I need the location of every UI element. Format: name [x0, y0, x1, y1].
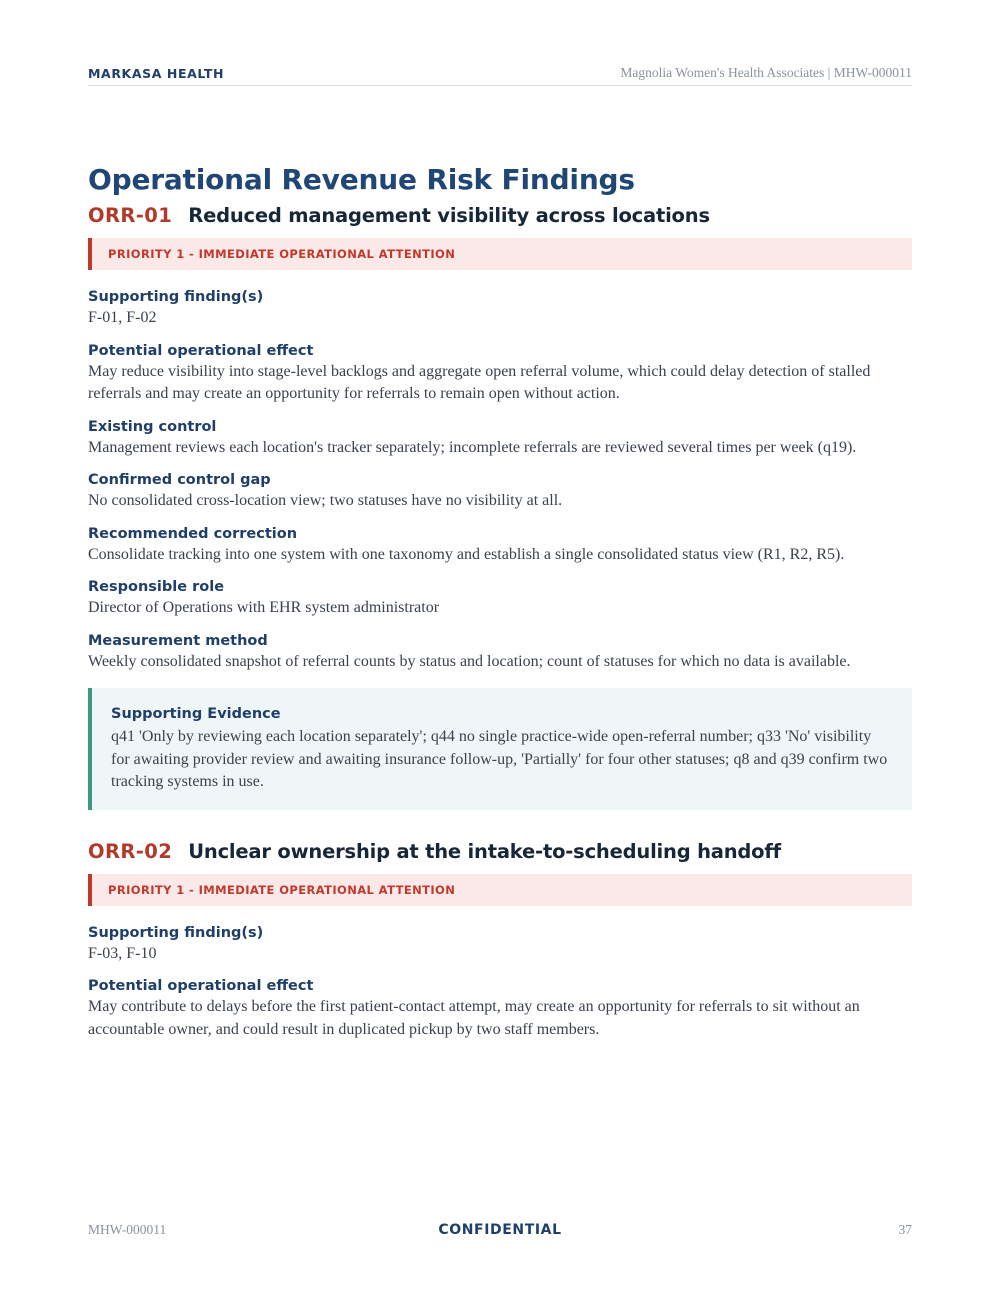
field-label: Responsible role: [88, 579, 225, 595]
finding-section: [88, 204, 912, 810]
field-value: May reduce visibility into stage-level backlogs and aggregate open referral volume, which could delay detection of stalled referrals and may create an opportunity for referrals to remain open without action.: [88, 362, 871, 402]
finding-title: Reduced management visibility across locations: [188, 204, 710, 227]
field-supporting-findings: [88, 287, 912, 330]
field-supporting-findings: [88, 923, 912, 966]
field-operational-effect: [88, 341, 912, 406]
page-number: 37: [898, 1222, 912, 1237]
confidential-label: CONFIDENTIAL: [438, 1222, 562, 1238]
field-label: Measurement method: [88, 632, 268, 649]
finding-id: ORR-01: [88, 204, 173, 227]
field-responsible-role: [88, 577, 912, 620]
field-label: Recommended correction: [88, 525, 298, 542]
field-control-gap: [88, 470, 912, 513]
page-header: [88, 64, 912, 86]
field-recommended-correction: [88, 524, 912, 567]
field-value: F-01, F-02: [88, 309, 157, 326]
main-content: [88, 163, 912, 1052]
field-label: Supporting finding(s): [88, 924, 264, 941]
priority-banner: PRIORITY 1 - IMMEDIATE OPERATIONAL ATTENTION: [88, 238, 912, 270]
field-label: Potential operational effect: [88, 342, 314, 359]
field-value: F-03, F-10: [88, 944, 157, 962]
page-title: Operational Revenue Risk Findings: [88, 163, 635, 196]
finding-id: ORR-02: [88, 839, 173, 863]
supporting-evidence-box: [88, 688, 912, 810]
evidence-label: Supporting Evidence: [111, 706, 281, 722]
field-value: Consolidate tracking into one system with one taxonomy and establish a single consolidated status view (R1, R2, R5).: [88, 545, 845, 563]
field-operational-effect: [88, 976, 912, 1041]
field-label: Existing control: [88, 418, 217, 435]
document-reference: Magnolia Women's Health Associates | MHW-000011: [620, 65, 912, 80]
footer-document-id: MHW-000011: [88, 1222, 167, 1237]
finding-title: Unclear ownership at the intake-to-scheduling handoff: [188, 839, 781, 863]
field-label: Supporting finding(s): [88, 289, 264, 305]
page-footer: [88, 1220, 912, 1240]
field-value: May contribute to delays before the first patient-contact attempt, may create an opportunity for referrals to sit without an accountable owner, and could result in duplicated pickup by two staff members.: [88, 998, 860, 1038]
finding-heading: [88, 840, 912, 863]
field-value: No consolidated cross-location view; two statuses have no visibility at all.: [88, 492, 563, 509]
field-measurement-method: [88, 631, 912, 674]
field-value: Management reviews each location's tracker separately; incomplete referrals are reviewed several times per week (q19).: [88, 438, 857, 456]
field-label: Confirmed control gap: [88, 472, 271, 488]
field-value: Director of Operations with EHR system administrator: [88, 599, 440, 616]
priority-banner: PRIORITY 1 - IMMEDIATE OPERATIONAL ATTENTION: [88, 874, 912, 906]
finding-heading: [88, 204, 912, 227]
field-label: Potential operational effect: [88, 978, 314, 994]
evidence-text: q41 'Only by reviewing each location separately'; q44 no single practice-wide open-referral number; q33 'No' visibility for awaiting provider review and awaiting insurance follow-up, 'Partially' for four other statuses; q8 and q39 confirm two tracking systems in use.: [111, 728, 888, 790]
field-existing-control: [88, 417, 912, 460]
brand-name: MARKASA HEALTH: [88, 66, 225, 81]
finding-section: [88, 840, 912, 1042]
field-value: Weekly consolidated snapshot of referral counts by status and location; count of statuses for which no data is available.: [88, 652, 851, 670]
